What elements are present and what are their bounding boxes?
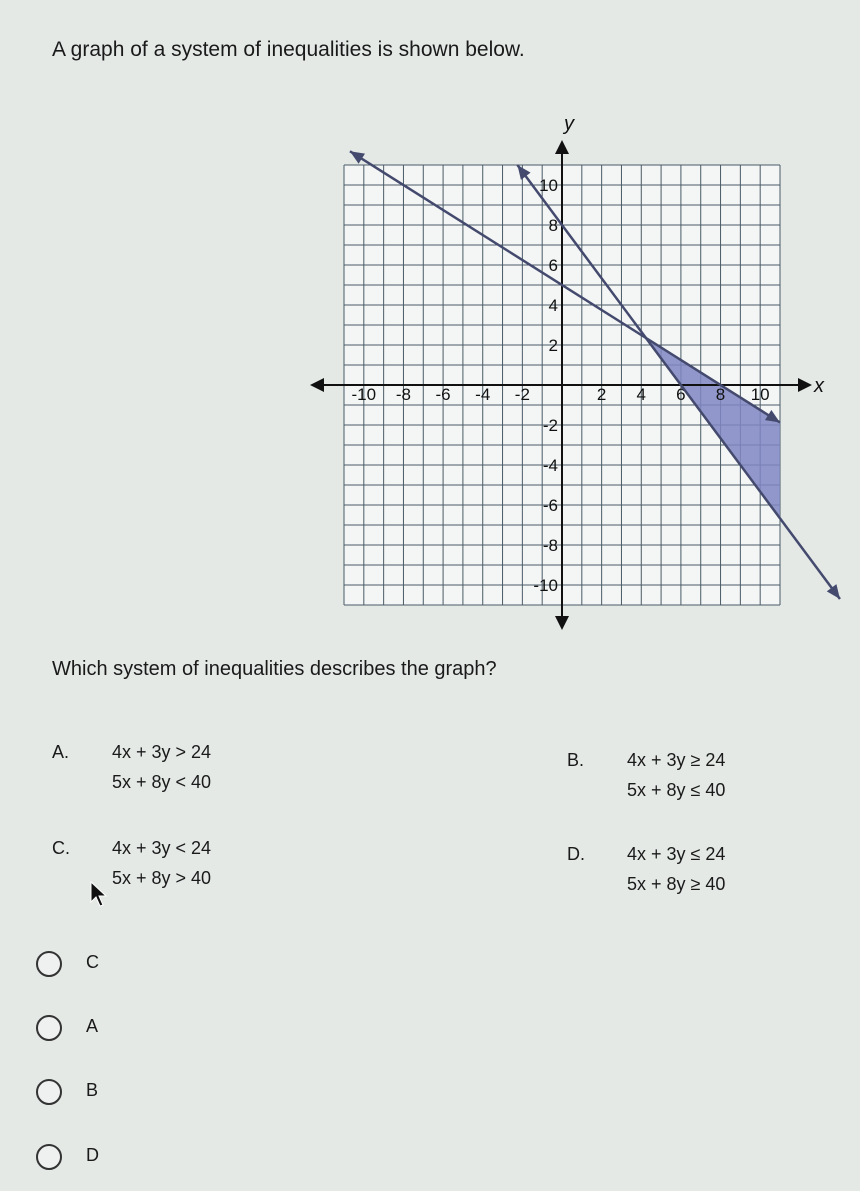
x-tick-label: -8 [395, 385, 412, 404]
x-tick-label: -2 [514, 385, 530, 404]
choice-letter: C. [52, 838, 70, 858]
y-axis-arrow-up [555, 140, 569, 154]
y-tick-label: -10 [533, 576, 558, 595]
question-prompt: Which system of inequalities describes the graph? [52, 658, 497, 680]
y-axis-arrow-down [555, 616, 569, 630]
choice-a-inequality-1: 4x + 3y > 24 [112, 742, 212, 762]
x-tick-label: -10 [351, 385, 377, 404]
x-tick-label: 8 [715, 385, 726, 404]
radio-button-icon[interactable] [36, 1079, 62, 1105]
answer-option-b[interactable] [36, 1078, 236, 1108]
y-tick-label: -8 [542, 536, 558, 555]
x-tick-label: 6 [676, 385, 686, 404]
x-tick-label: -6 [435, 385, 451, 404]
radio-button-icon[interactable] [36, 951, 62, 977]
y-tick-label: 4 [548, 296, 558, 315]
choice-letter: D. [567, 844, 585, 864]
y-tick-label: -4 [542, 456, 558, 475]
y-tick-label: 6 [548, 256, 558, 275]
choice-a-inequality-2: 5x + 8y < 40 [112, 772, 212, 792]
y-tick-label: 10 [539, 176, 558, 195]
choice-d-inequality-2: 5x + 8y ≥ 40 [627, 874, 726, 894]
x-tick-label: 4 [636, 385, 647, 404]
answer-option-c[interactable] [36, 950, 236, 980]
radio-button-icon[interactable] [36, 1015, 62, 1041]
y-tick-label: 2 [548, 336, 558, 355]
answer-option-d[interactable] [36, 1143, 236, 1173]
question-title: A graph of a system of inequalities is shown below. [52, 38, 525, 61]
x-axis-label: x [814, 375, 824, 397]
boundary-line-arrow [350, 151, 365, 164]
y-tick-label: 8 [548, 216, 558, 235]
x-axis-arrow-left [310, 378, 324, 392]
mouse-pointer-icon [88, 880, 112, 910]
x-tick-label: 2 [596, 385, 607, 404]
x-axis-arrow-right [798, 378, 812, 392]
answer-option-label: B [86, 1080, 99, 1100]
choice-c-inequality-1: 4x + 3y < 24 [112, 838, 212, 858]
answer-option-label: A [86, 1016, 99, 1036]
y-axis-label: y [564, 113, 574, 135]
answer-option-a[interactable] [36, 1014, 236, 1044]
choice-letter: A. [52, 742, 70, 762]
choice-b-inequality-2: 5x + 8y ≤ 40 [627, 780, 726, 800]
boundary-line-arrow [827, 584, 840, 599]
x-tick-label: 10 [750, 385, 770, 404]
choice-b-inequality-1: 4x + 3y ≥ 24 [627, 750, 726, 770]
radio-button-icon[interactable] [36, 1144, 62, 1170]
answer-option-label: C [86, 952, 99, 972]
y-tick-label: -6 [542, 496, 558, 515]
choice-d-inequality-1: 4x + 3y ≤ 24 [627, 844, 726, 864]
x-tick-label: -4 [475, 385, 491, 404]
answer-option-label: D [86, 1145, 99, 1165]
y-tick-label: -2 [542, 416, 558, 435]
choice-letter: B. [567, 750, 585, 770]
choice-c-inequality-2: 5x + 8y > 40 [112, 868, 212, 888]
